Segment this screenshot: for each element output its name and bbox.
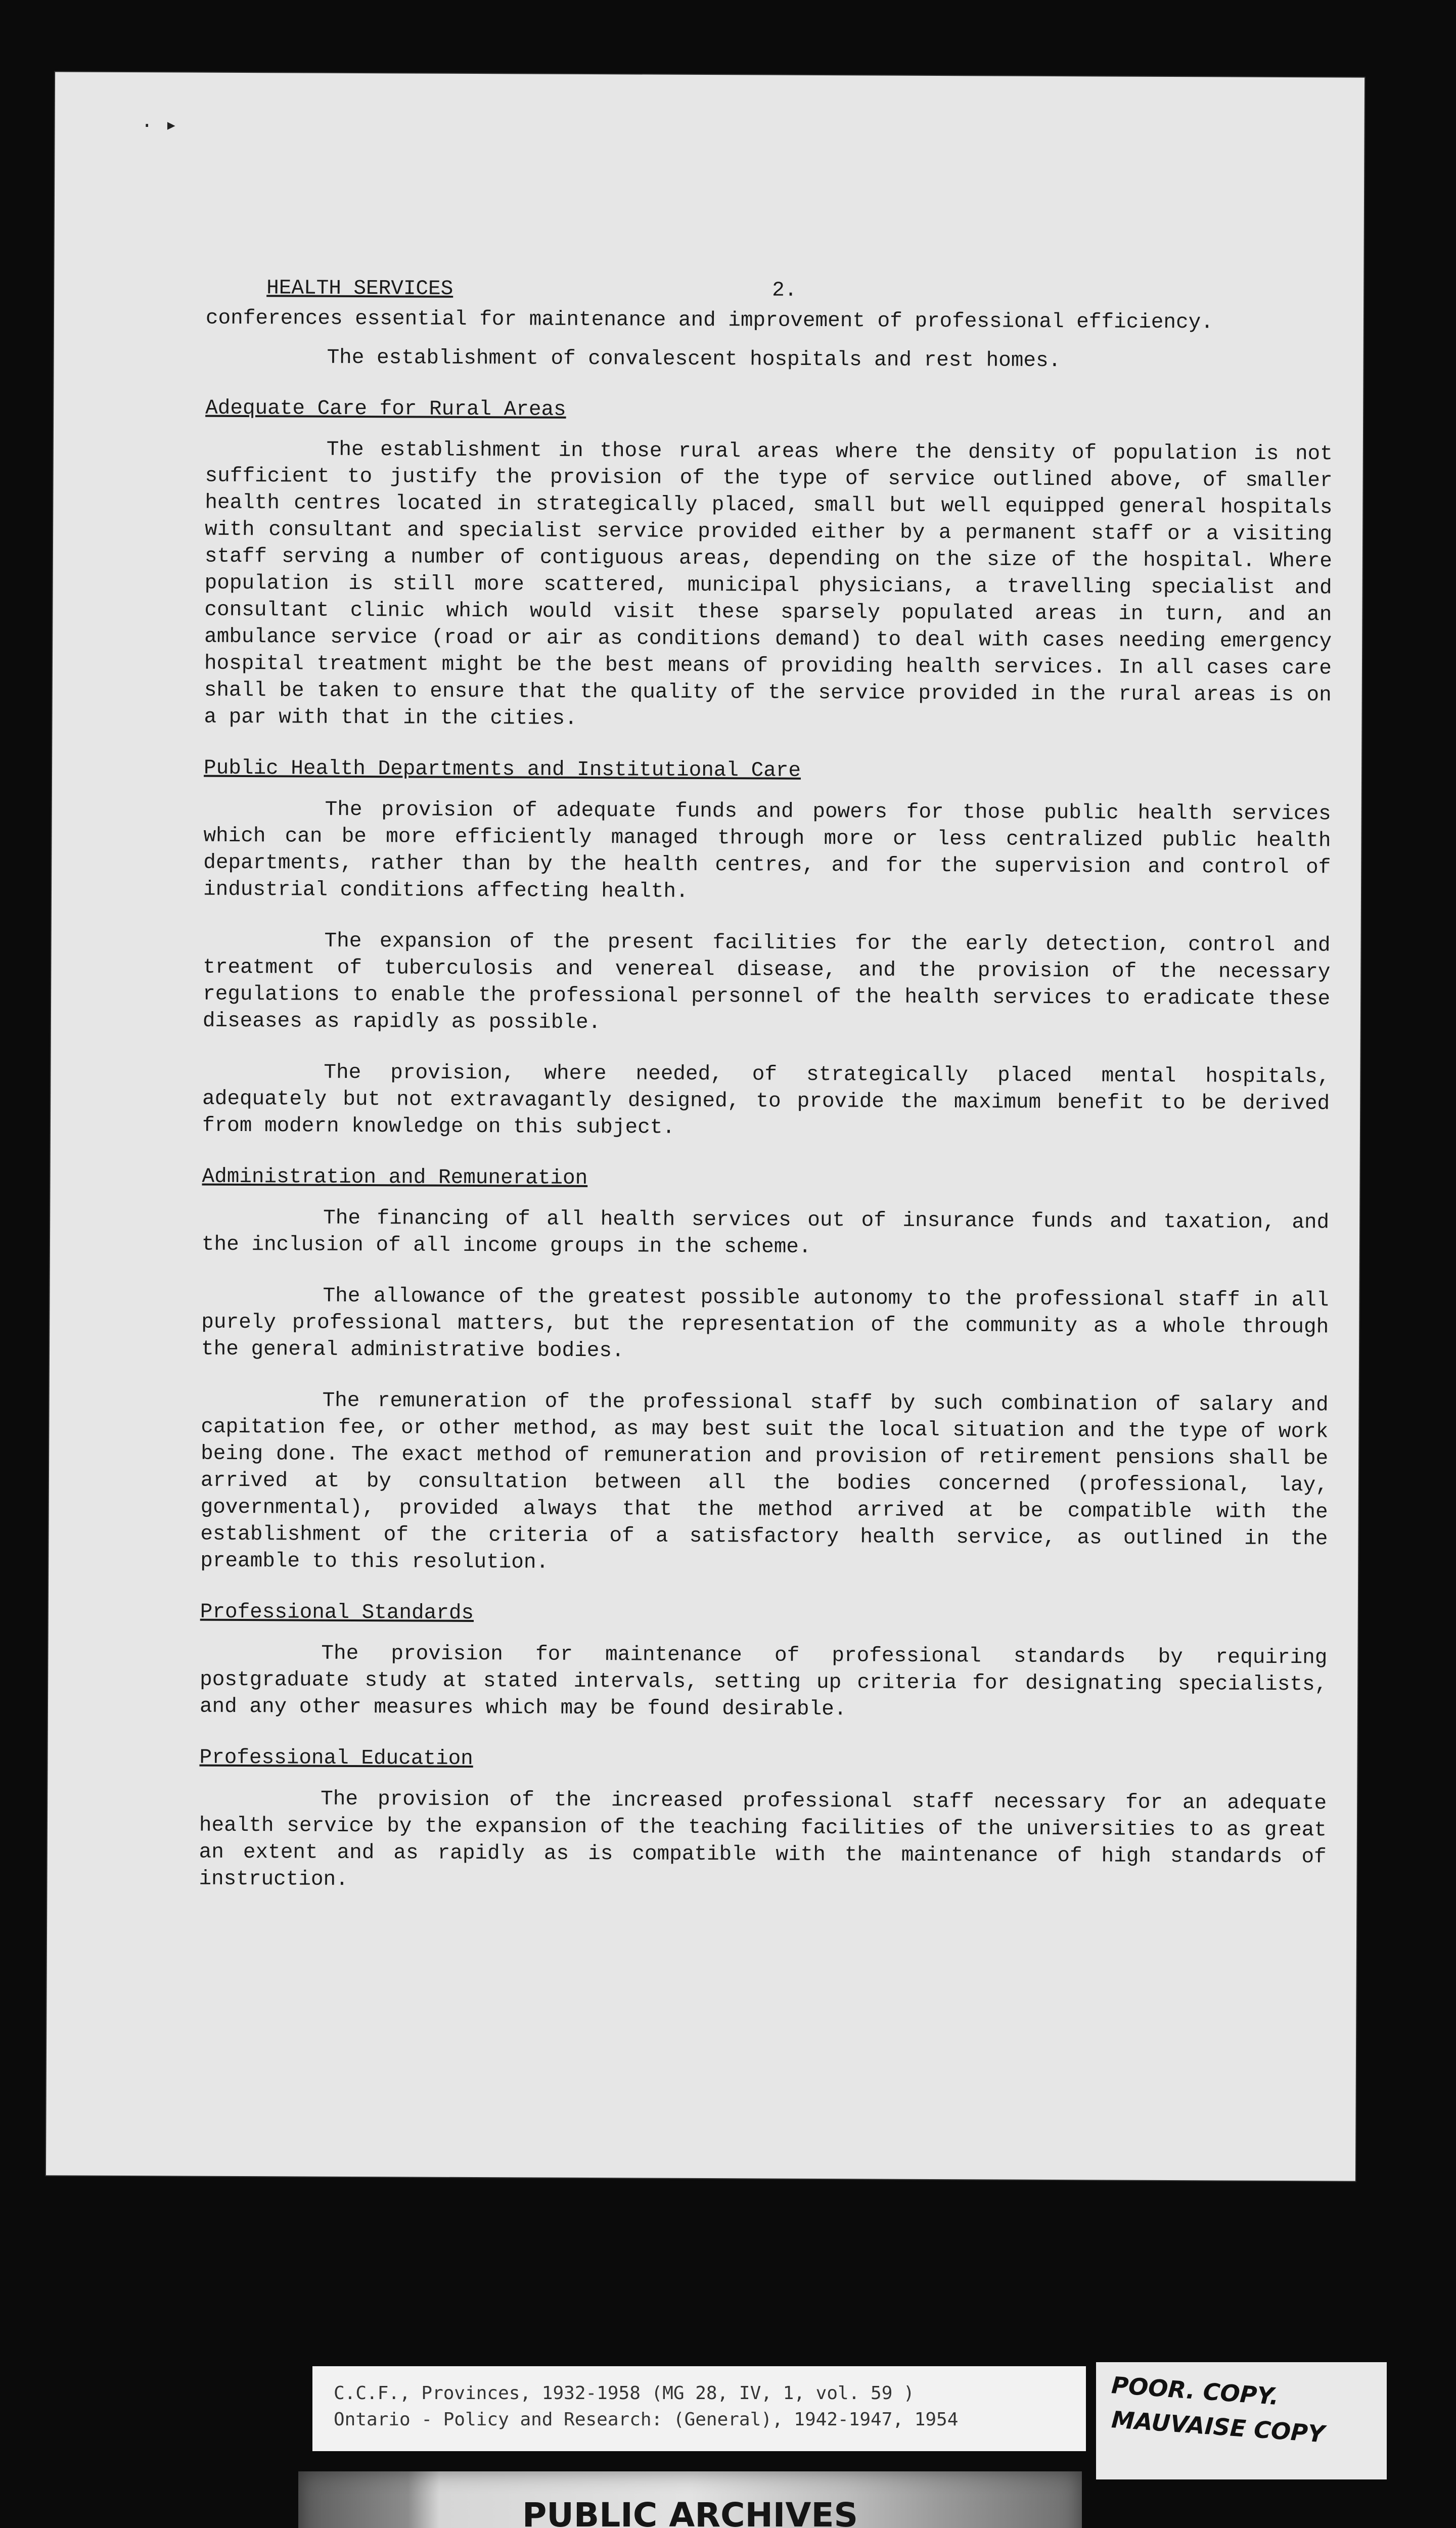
margin-speck: · ▸ (141, 115, 177, 138)
page-number: 2. (772, 279, 797, 302)
archive-label-line: C.C.F., Provinces, 1932-1958 (MG 28, IV, 1, vol. 59 ) (334, 2383, 915, 2404)
stamp-line: MAUVAISE COPY (1110, 2406, 1326, 2448)
running-head: HEALTH SERVICES (266, 277, 453, 301)
archive-reference-label (312, 2366, 1086, 2451)
section-heading-education: Professional Education (199, 1746, 473, 1771)
stamp-line: POOR. COPY. (1110, 2371, 1280, 2411)
section-heading-public-health: Public Health Departments and Institutional Care (203, 756, 801, 783)
paragraph: The provision of adequate funds and powers for those public health services which can be more efficiently managed through more or less centralized public health departments, rather than by the health centres, and for the supervision and control of industrial conditions affecting health. (203, 798, 1331, 904)
section-heading-administration: Administration and Remuneration (202, 1165, 588, 1190)
continuation-line: conferences essential for maintenance and improvement of professional efficiency. (205, 306, 1213, 335)
archives-line: PUBLIC ARCHIVES (522, 2496, 858, 2528)
document-page (46, 72, 1364, 2181)
typed-text (199, 275, 1333, 1922)
paragraph: The financing of all health services out of insurance funds and taxation, and the inclusion of all income groups in the scheme. (201, 1206, 1330, 1259)
section-heading-rural: Adequate Care for Rural Areas (205, 396, 566, 422)
paragraph: The provision, where needed, of strategically placed mental hospitals, adequately but not extravagantly designed, to provide the maximum benefit to be derived from modern knowledge on this subject. (202, 1061, 1330, 1140)
convalescent-paragraph: The establishment of convalescent hospitals and rest homes. (327, 346, 1061, 373)
page-header (206, 275, 1333, 310)
public-archives-stamp (298, 2471, 1082, 2528)
paragraph: The establishment in those rural areas where the density of population is not sufficient to justify the provision of the type of service outlined above, of smaller health centres located in strategically placed, small but well equipped general hospitals with consultant and specialist service provided either by a permanent staff or a visiting staff serving a number of contiguous areas, depending on the size of the hospital. Where population is still more scattered, municipal physicians, a travelling specialist and consultant clinic which would visit these sparsely populated areas in turn, and an ambulance service (road or air as conditions demand) to deal with cases needing emergency hospital treatment might be the best means of providing health services. In all cases care shall be taken to ensure that the quality of the service provided in the rural areas is on a par with that in the cities. (204, 438, 1333, 731)
paragraph: The allowance of the greatest possible autonomy to the professional staff in all purely professional matters, but the representation of the community as a whole through the general administrative bodies. (201, 1284, 1329, 1363)
paragraph: The remuneration of the professional staff by such combination of salary and capitation fee, or other method, as may best suit the local situation and the type of work being done. The exact method of remuneration and provision of retirement pensions shall be arrived at by consultation between all the bodies concerned (professional, lay, governmental), provided always that the method arrived at be compatible with the establishment of the criteria of a satisfactory health service, as outlined in the preamble to this resolution. (200, 1389, 1329, 1574)
paragraph: The provision of the increased professional staff necessary for an adequate health service by the expansion of the teaching facilities of the universities to as great an extent and as rapidly as is compatible with the maintenance of high standards of instruction. (199, 1787, 1327, 1891)
archives-stamp-text (298, 2498, 1082, 2528)
paragraph: The expansion of the present facilities for the early detection, control and treatment of tuberculosis and venereal disease, and the provision of the necessary regulations to enable the professional personnel of the health services to eradicate these diseases as rapidly as possible. (202, 929, 1331, 1035)
archive-label-line: Ontario - Policy and Research: (General), 1942-1947, 1954 (334, 2409, 959, 2430)
section-heading-standards: Professional Standards (200, 1600, 474, 1626)
poor-copy-stamp (1096, 2362, 1387, 2479)
paragraph: The provision for maintenance of professional standards by requiring postgraduate study at stated intervals, setting up criteria for designating specialists, and any other measures which may be found desirable. (199, 1642, 1328, 1722)
